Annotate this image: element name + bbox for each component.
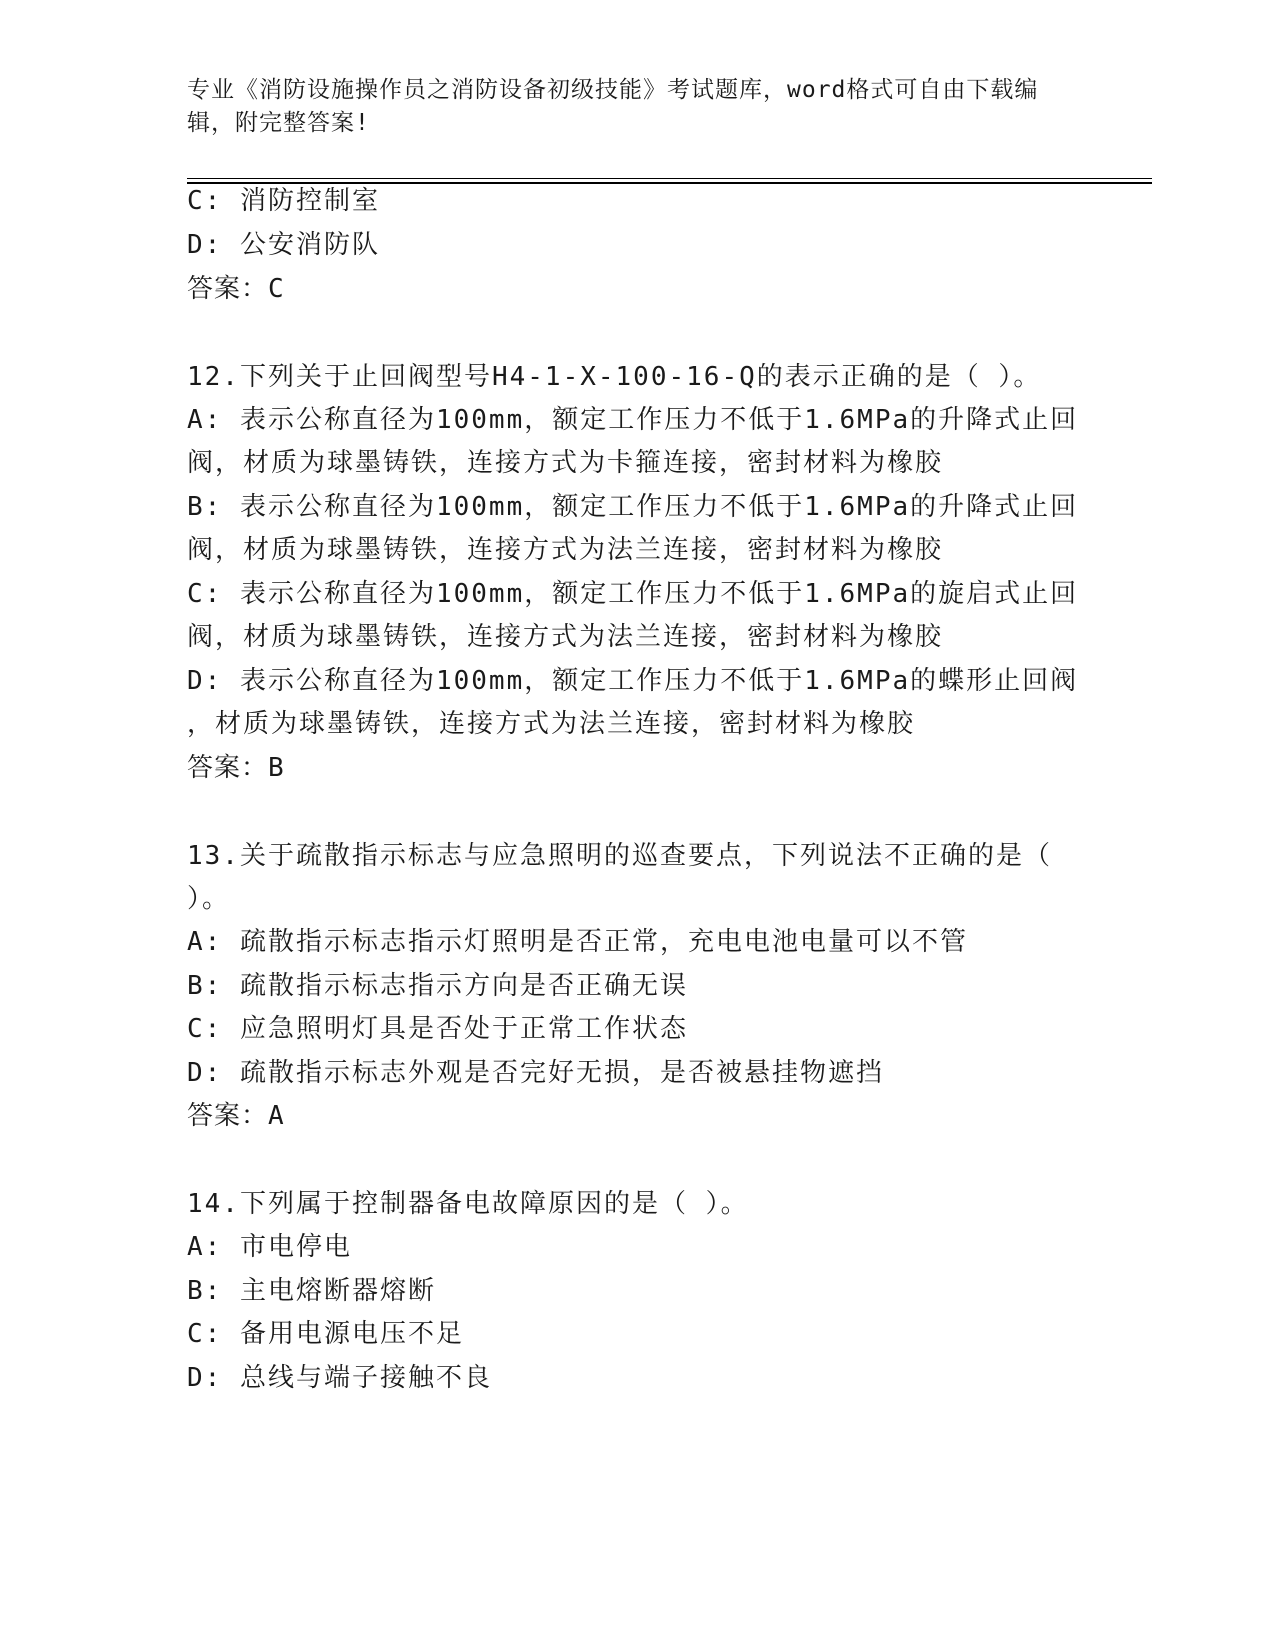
q11-option-c: C: 消防控制室 — [187, 186, 380, 216]
q12-option-d-line1: D: 表示公称直径为100mm，额定工作压力不低于1.6MPa的蝶形止回阀 — [187, 666, 1079, 696]
answer-value: A — [268, 1101, 285, 1131]
answer-value: C — [268, 274, 285, 304]
q13-question-line2: ）。 — [187, 884, 231, 914]
q12-question: 12.下列关于止回阀型号H4-1-X-100-16-Q的表示正确的是（ ）。 — [187, 362, 1042, 392]
q14-question: 14.下列属于控制器备电故障原因的是（ ）。 — [187, 1189, 749, 1219]
header-divider-bottom — [187, 182, 1152, 184]
q14-option-a: A: 市电停电 — [187, 1232, 352, 1262]
q14-option-c: C: 备用电源电压不足 — [187, 1319, 464, 1349]
q13-answer — [187, 1101, 285, 1131]
q13-option-b: B: 疏散指示标志指示方向是否正确无误 — [187, 971, 688, 1001]
q14-option-d: D: 总线与端子接触不良 — [187, 1363, 492, 1393]
q12-option-b-line2: 阀，材质为球墨铸铁，连接方式为法兰连接，密封材料为橡胶 — [187, 535, 944, 565]
q12-option-b-line1: B: 表示公称直径为100mm，额定工作压力不低于1.6MPa的升降式止回 — [187, 492, 1079, 522]
q13-question-line1: 13.关于疏散指示标志与应急照明的巡查要点，下列说法不正确的是（ — [187, 841, 1052, 871]
q12-option-c-line2: 阀，材质为球墨铸铁，连接方式为法兰连接，密封材料为橡胶 — [187, 622, 944, 652]
answer-value: B — [268, 753, 285, 783]
q14-option-b: B: 主电熔断器熔断 — [187, 1276, 436, 1306]
q13-option-d: D: 疏散指示标志外观是否完好无损，是否被悬挂物遮挡 — [187, 1058, 884, 1088]
answer-label: 答案： — [187, 274, 269, 304]
q12-option-d-line2: ，材质为球墨铸铁，连接方式为法兰连接，密封材料为橡胶 — [187, 709, 916, 739]
q11-answer — [187, 274, 285, 304]
q13-option-a: A: 疏散指示标志指示灯照明是否正常，充电电池电量可以不管 — [187, 927, 968, 957]
answer-label: 答案： — [187, 1101, 269, 1131]
q12-option-a-line1: A: 表示公称直径为100mm，额定工作压力不低于1.6MPa的升降式止回 — [187, 405, 1079, 435]
answer-label: 答案： — [187, 753, 269, 783]
q12-option-c-line1: C: 表示公称直径为100mm，额定工作压力不低于1.6MPa的旋启式止回 — [187, 579, 1079, 609]
header-divider-top — [187, 178, 1152, 179]
q13-option-c: C: 应急照明灯具是否处于正常工作状态 — [187, 1014, 688, 1044]
q12-answer — [187, 753, 285, 783]
q12-option-a-line2: 阀，材质为球墨铸铁，连接方式为卡箍连接，密封材料为橡胶 — [187, 448, 944, 478]
q11-option-d: D: 公安消防队 — [187, 230, 380, 260]
document-header: 专业《消防设施操作员之消防设备初级技能》考试题库，word格式可自由下载编辑，附完整答案! — [187, 77, 1039, 136]
